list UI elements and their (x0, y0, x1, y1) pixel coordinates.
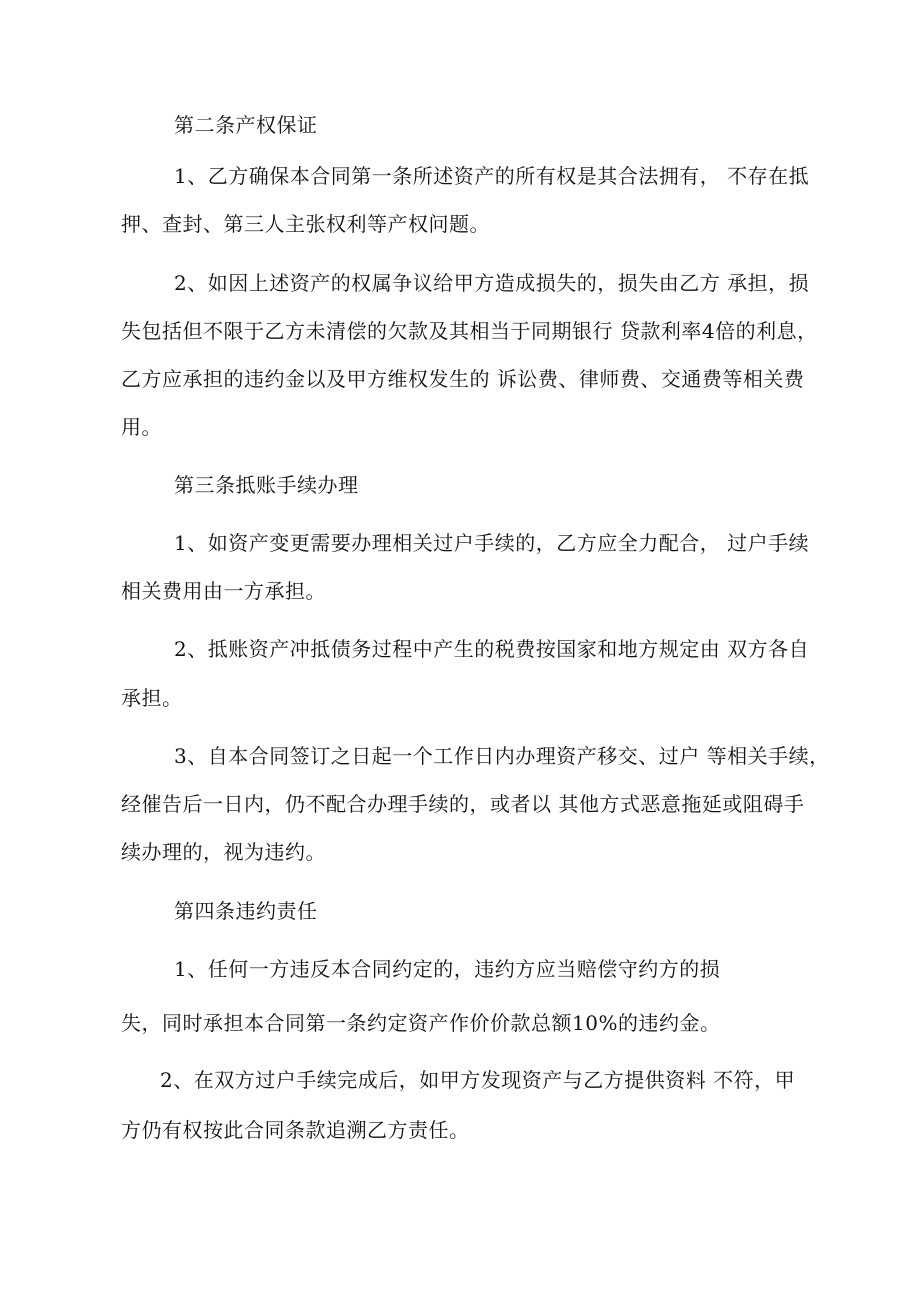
paragraph-line: 乙方应承担的违约金以及甲方维权发生的 诉讼费、律师费、交通费等相关费 (121, 367, 805, 391)
paragraph-line: 1、乙方确保本合同第一条所述资产的所有权是其合法拥有， 不存在抵 (174, 164, 810, 188)
paragraph-line: 3、自本合同签订之日起一个工作日内办理资产移交、过户 等相关手续， (174, 744, 830, 768)
section-heading-article-3: 第三条抵账手续办理 (174, 473, 359, 497)
paragraph-line: 押、查封、第三人主张权利等产权问题。 (121, 212, 490, 236)
paragraph-line: 失包括但不限于乙方未清偿的欠款及其相当于同期银行 贷款利率4倍的利息， (121, 319, 818, 343)
paragraph-line: 失，同时承担本合同第一条约定资产作价价款总额10%的违约金。 (121, 1011, 721, 1035)
section-heading-article-4: 第四条违约责任 (174, 899, 318, 923)
paragraph-line: 2、抵账资产冲抵债务过程中产生的税费按国家和地方规定由 双方各自 (174, 637, 810, 661)
paragraph-line: 相关费用由一方承担。 (121, 579, 326, 603)
paragraph-line: 经催告后一日内，仍不配合办理手续的，或者以 其他方式恶意拖延或阻碍手 (121, 792, 805, 816)
paragraph-line: 用。 (121, 415, 162, 439)
paragraph-line: 1、任何一方违反本合同约定的，违约方应当赔偿守约方的损 (174, 957, 721, 981)
paragraph-line: 2、在双方过户手续完成后，如甲方发现资产与乙方提供资料 不符，甲 (160, 1068, 796, 1092)
paragraph-line: 承担。 (121, 686, 183, 710)
paragraph-line: 续办理的，视为违约。 (121, 840, 326, 864)
paragraph-line: 方仍有权按此合同条款追溯乙方责任。 (121, 1118, 470, 1142)
paragraph-line: 2、如因上述资产的权属争议给甲方造成损失的，损失由乙方 承担，损 (174, 271, 810, 295)
section-heading-article-2: 第二条产权保证 (174, 113, 318, 137)
paragraph-line: 1、如资产变更需要办理相关过户手续的，乙方应全力配合， 过户手续 (174, 531, 810, 555)
